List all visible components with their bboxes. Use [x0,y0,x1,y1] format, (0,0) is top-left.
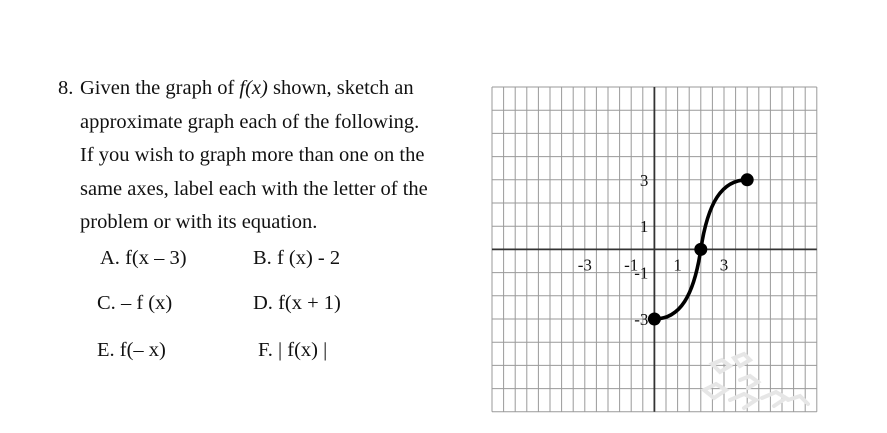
function-point [694,243,707,256]
problem-line-5: problem or with its equation. [80,211,318,234]
function-point [741,173,754,186]
function-point [648,313,661,326]
x-tick-label: -1 [624,255,639,275]
option-a: A. f(x – 3) [100,247,187,269]
option-c: C. – f (x) [97,292,173,314]
problem-line-2: approximate graph each of the following. [80,110,420,133]
option-e: E. f(– x) [97,339,166,361]
problem-line-3: If you wish to graph more than one on the [80,144,425,167]
x-tick-label: -3 [577,255,592,275]
problem-line-4: same axes, label each with the letter of the [80,177,428,200]
problem-number: 8. [58,77,74,99]
y-tick-label: -3 [634,310,649,329]
y-tick-label: 3 [639,170,649,190]
y-tick-label: -1 [634,263,649,283]
option-d: D. f(x + 1) [253,292,341,314]
function-name: f [239,77,246,99]
function-arg: (x) [245,77,268,99]
problem-line-1: 8. Given the graph of f(x) shown, sketch an [58,72,478,106]
watermark-logo [700,350,810,420]
y-tick-label: 1 [639,217,649,237]
x-tick-label: 3 [719,255,729,275]
option-b: B. f (x) - 2 [253,247,341,269]
option-f: F. | f(x) | [258,339,328,361]
x-tick-label: 1 [673,255,682,275]
